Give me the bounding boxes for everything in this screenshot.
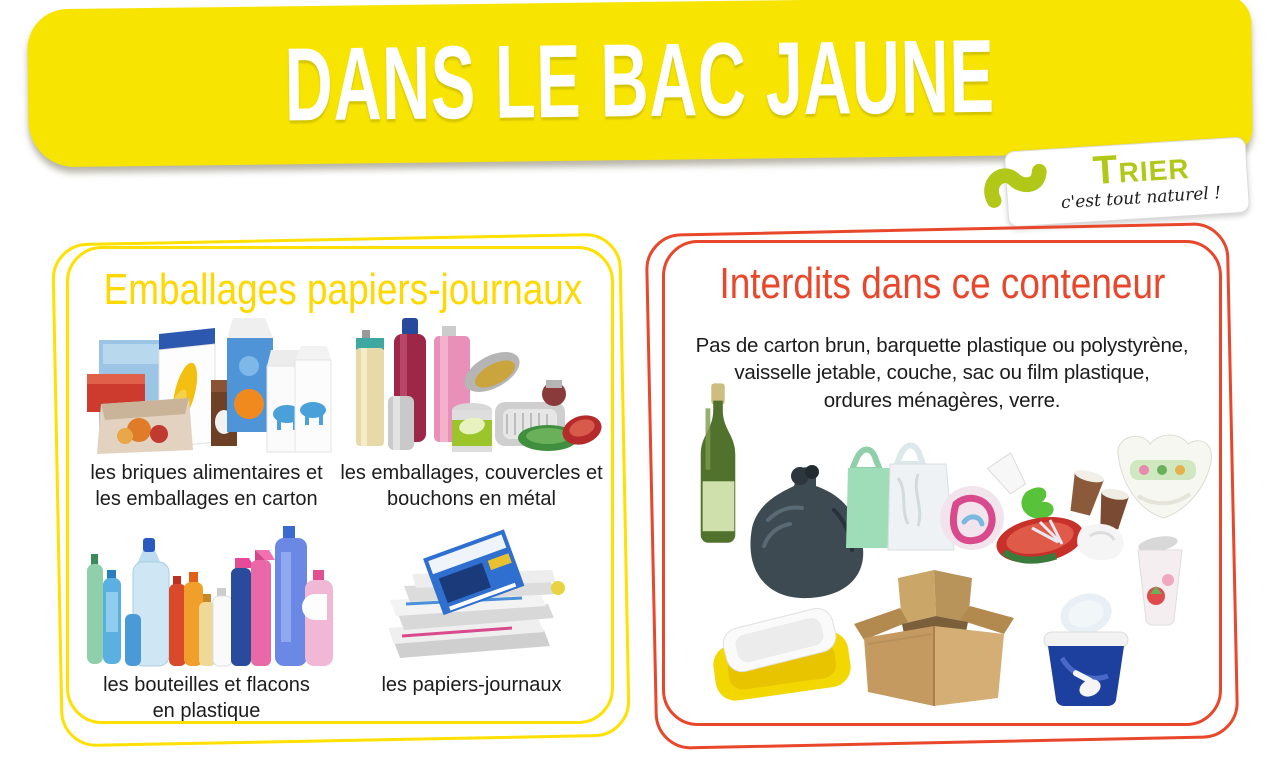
forbidden-description (682, 332, 1202, 414)
figure-caption (339, 460, 604, 512)
brown-cardboard-box-image (848, 564, 1020, 722)
caption-line: les bouteilles et flacons (103, 674, 310, 696)
caption-line: bouchons en métal (386, 488, 556, 510)
description-line: Pas de carton brun, barquette plastique ou polystyrène, (695, 334, 1189, 357)
poster-title: DANS LE BAC JAUNE (284, 18, 996, 144)
forbidden-panel-title-text: Interdits dans ce conteneur (719, 259, 1165, 308)
description-line: ordures ménagères, verre. (823, 388, 1061, 412)
brand-rest: RIER (1117, 153, 1191, 189)
glass-wine-bottle-image (694, 378, 742, 550)
caption-line: en plastique (152, 700, 261, 722)
figure-newspapers (339, 518, 604, 724)
plastic-bottles-image (77, 518, 337, 670)
figure-plastic-bottles (74, 518, 339, 724)
forbidden-panel-title (652, 259, 1232, 308)
figure-metal (339, 310, 604, 512)
newspapers-image (362, 518, 582, 670)
brand-initial: T (1091, 147, 1120, 194)
allowed-panel-title-text: Emballages papiers-journaux (103, 265, 583, 314)
recycle-squiggle-icon (978, 148, 1055, 223)
forbidden-panel (652, 228, 1232, 748)
figure-caption (339, 672, 604, 698)
brand-tagline: c'est tout naturel ! (1060, 183, 1222, 214)
caption-line: les papiers-journaux (381, 674, 562, 696)
diaper-image (1108, 426, 1220, 534)
allowed-panel (58, 236, 622, 744)
allowed-figures (74, 310, 604, 724)
caption-line: les emballages en carton (95, 488, 318, 510)
figure-cartons (74, 310, 339, 512)
plastic-tub-image (1032, 588, 1140, 708)
cardboard-cartons-image (81, 310, 333, 458)
polystyrene-trays-image (702, 604, 870, 704)
figure-caption (74, 672, 339, 724)
description-line: vaisselle jetable, couche, sac ou film plastique, (734, 361, 1150, 385)
metal-packaging-image (342, 310, 602, 458)
caption-line: les briques alimentaires et (90, 462, 323, 484)
yogurt-pot-image (1134, 534, 1186, 626)
allowed-panel-title (58, 265, 622, 314)
figure-caption (74, 460, 339, 512)
caption-line: les emballages, couvercles et (340, 462, 603, 484)
banner (27, 0, 1253, 167)
